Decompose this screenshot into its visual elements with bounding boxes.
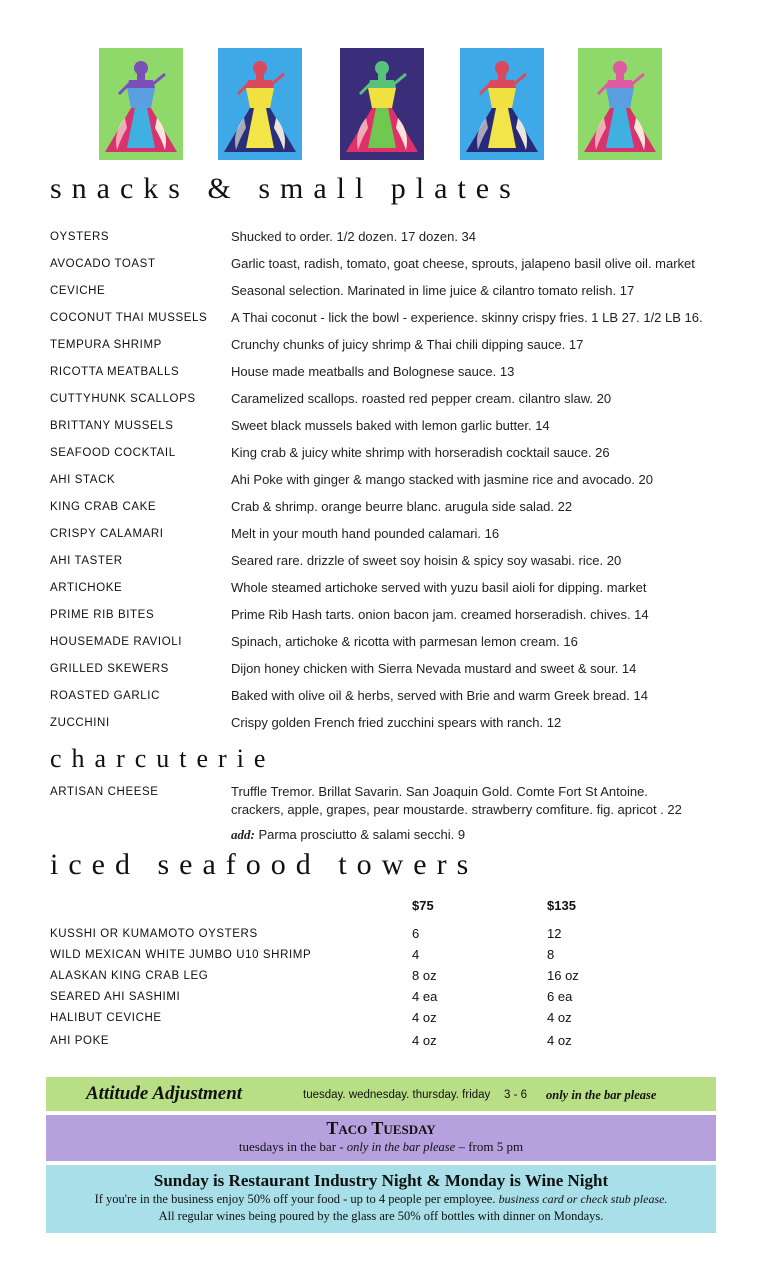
item-name: ZUCCHINI <box>50 717 110 729</box>
tower-price-small: $75 <box>412 898 434 913</box>
menu-item-row <box>50 497 750 517</box>
item-name: BRITTANY MUSSELS <box>50 420 174 432</box>
item-description: Caramelized scallops. roasted red pepper cream. cilantro slaw. 20 <box>231 391 612 406</box>
tower-item-name: SEARED AHI SASHIMI <box>50 991 181 1003</box>
menu-item-row <box>50 443 750 463</box>
item-description: Prime Rib Hash tarts. onion bacon jam. creamed horseradish. chives. 14 <box>231 607 649 622</box>
item-name: SEAFOOD COCKTAIL <box>50 447 176 459</box>
item-description: Baked with olive oil & herbs, served with Brie and warm Greek bread. 14 <box>231 688 648 703</box>
tower-row <box>50 988 710 1006</box>
sunday-line1-note: business card or check stub please. <box>498 1192 668 1206</box>
item-description: Melt in your mouth hand pounded calamari. 16 <box>231 526 500 541</box>
item-name: CUTTYHUNK SCALLOPS <box>50 393 196 405</box>
item-description: Spinach, artichoke & ricotta with parmesan lemon cream. 16 <box>231 634 578 649</box>
taco-line-b: only in the bar please <box>346 1140 456 1154</box>
item-name: AVOCADO TOAST <box>50 258 156 270</box>
tower-item-name: ALASKAN KING CRAB LEG <box>50 970 209 982</box>
attitude-days: tuesday. wednesday. thursday. friday <box>303 1089 491 1101</box>
towers-section-title: iced seafood towers <box>50 848 479 881</box>
item-description: Seasonal selection. Marinated in lime juice & cilantro tomato relish. 17 <box>231 283 635 298</box>
taco-details <box>46 1138 716 1156</box>
tower-qty-small: 4 oz <box>412 1010 437 1025</box>
menu-item-row <box>50 281 750 301</box>
tower-qty-large: 16 oz <box>547 968 579 983</box>
item-name: COCONUT THAI MUSSELS <box>50 312 208 324</box>
item-description: House made meatballs and Bolognese sauce. 13 <box>231 364 515 379</box>
tower-item-name: AHI POKE <box>50 1035 110 1047</box>
item-name: AHI TASTER <box>50 555 123 567</box>
item-name: TEMPURA SHRIMP <box>50 339 162 351</box>
charcuterie-addon <box>231 827 465 843</box>
menu-item-row <box>50 389 750 409</box>
dress-painting-5 <box>578 48 662 160</box>
menu-item-row <box>50 686 750 706</box>
dress-painting-3 <box>340 48 424 160</box>
tower-qty-large: 8 <box>547 947 555 962</box>
menu-item-row <box>50 578 750 598</box>
dress-painting-2 <box>218 48 302 160</box>
item-description: Crunchy chunks of juicy shrimp & Thai chili dipping sauce. 17 <box>231 337 584 352</box>
charcuterie-item <box>50 782 750 802</box>
tower-qty-large: 12 <box>547 926 562 941</box>
item-description: Seared rare. drizzle of sweet soy hoisin & spicy soy wasabi. rice. 20 <box>231 553 622 568</box>
menu-item-row <box>50 416 750 436</box>
item-description: King crab & juicy white shrimp with horseradish cocktail sauce. 26 <box>231 445 610 460</box>
attitude-note: only in the bar please <box>546 1088 657 1102</box>
menu-item-row <box>50 254 750 274</box>
item-name: CEVICHE <box>50 285 106 297</box>
item-name: ARTISAN CHEESE <box>50 786 159 798</box>
item-description: Sweet black mussels baked with lemon garlic butter. 14 <box>231 418 550 433</box>
tower-qty-small: 8 oz <box>412 968 437 983</box>
snacks-section-title: snacks & small plates <box>50 172 521 205</box>
tower-row <box>50 925 710 943</box>
tower-qty-small: 6 <box>412 926 420 941</box>
menu-item-row <box>50 524 750 544</box>
item-name: PRIME RIB BITES <box>50 609 155 621</box>
menu-item-row <box>50 659 750 679</box>
item-description: Whole steamed artichoke served with yuzu basil aioli for dipping. market <box>231 580 647 595</box>
item-description: A Thai coconut - lick the bowl - experience. skinny crispy fries. 1 LB 27. 1/2 LB 16. <box>231 310 703 325</box>
tower-row <box>50 967 710 985</box>
sunday-line1-text: If you're in the business enjoy 50% off your food - up to 4 people per employee. <box>94 1192 496 1206</box>
charcuterie-description-line2: crackers, apple, grapes, pear moustarde. strawberry comfiture. fig. apricot . 22 <box>231 802 682 817</box>
industry-night-banner <box>46 1165 716 1233</box>
item-name: RICOTTA MEATBALLS <box>50 366 180 378</box>
tower-qty-large: 6 ea <box>547 989 573 1004</box>
item-name: AHI STACK <box>50 474 116 486</box>
item-name: ARTICHOKE <box>50 582 123 594</box>
item-name: KING CRAB CAKE <box>50 501 157 513</box>
tower-qty-large: 4 oz <box>547 1033 572 1048</box>
item-description: Shucked to order. 1/2 dozen. 17 dozen. 34 <box>231 229 477 244</box>
addon-text: Parma prosciutto & salami secchi. 9 <box>258 827 466 842</box>
item-name: HOUSEMADE RAVIOLI <box>50 636 183 648</box>
sunday-title: Sunday is Restaurant Industry Night & Monday is Wine Night <box>153 1171 609 1190</box>
menu-item-row <box>50 605 750 625</box>
tower-qty-small: 4 ea <box>412 989 438 1004</box>
sunday-line1 <box>46 1191 716 1208</box>
taco-tuesday-banner <box>46 1115 716 1161</box>
item-description: Crispy golden French fried zucchini spears with ranch. 12 <box>231 715 562 730</box>
menu-item-row <box>50 551 750 571</box>
taco-title: Taco Tuesday <box>326 1118 436 1138</box>
taco-line-a: tuesdays in the bar - <box>238 1139 344 1154</box>
item-description: Garlic toast, radish, tomato, goat cheese, sprouts, jalapeno basil olive oil. market <box>231 256 695 271</box>
item-description: Dijon honey chicken with Sierra Nevada mustard and sweet & sour. 14 <box>231 661 637 676</box>
menu-item-row <box>50 308 750 328</box>
charcuterie-section-title: charcuterie <box>50 744 276 773</box>
dress-painting-1 <box>99 48 183 160</box>
addon-label: add: <box>231 827 255 842</box>
item-description: Truffle Tremor. Brillat Savarin. San Joaquin Gold. Comte Fort St Antoine. <box>231 784 648 799</box>
tower-item-name: KUSSHI OR KUMAMOTO OYSTERS <box>50 928 258 940</box>
tower-item-name: HALIBUT CEVICHE <box>50 1012 162 1024</box>
attitude-title: Attitude Adjustment <box>86 1083 243 1104</box>
menu-item-row <box>50 470 750 490</box>
menu-item-row <box>50 335 750 355</box>
menu-item-row <box>50 713 750 733</box>
menu-item-row <box>50 362 750 382</box>
tower-row <box>50 1032 710 1050</box>
item-name: CRISPY CALAMARI <box>50 528 164 540</box>
menu-item-row <box>50 632 750 652</box>
taco-line-c: – from 5 pm <box>458 1139 524 1154</box>
dress-painting-4 <box>460 48 544 160</box>
sunday-line2: All regular wines being poured by the glass are 50% off bottles with dinner on Mondays. <box>158 1209 604 1223</box>
attitude-hours: 3 - 6 <box>504 1089 528 1101</box>
tower-row <box>50 1009 710 1027</box>
tower-qty-small: 4 oz <box>412 1033 437 1048</box>
item-name: ROASTED GARLIC <box>50 690 161 702</box>
tower-qty-small: 4 <box>412 947 420 962</box>
item-name: GRILLED SKEWERS <box>50 663 169 675</box>
attitude-adjustment-banner <box>46 1077 716 1111</box>
item-name: OYSTERS <box>50 231 110 243</box>
tower-qty-large: 4 oz <box>547 1010 572 1025</box>
item-description: Crab & shrimp. orange beurre blanc. arugula side salad. 22 <box>231 499 573 514</box>
tower-item-name: WILD MEXICAN WHITE JUMBO U10 SHRIMP <box>50 949 312 961</box>
tower-price-large: $135 <box>547 898 576 913</box>
item-description: Ahi Poke with ginger & mango stacked with jasmine rice and avocado. 20 <box>231 472 654 487</box>
tower-row <box>50 946 710 964</box>
menu-item-row <box>50 227 750 247</box>
